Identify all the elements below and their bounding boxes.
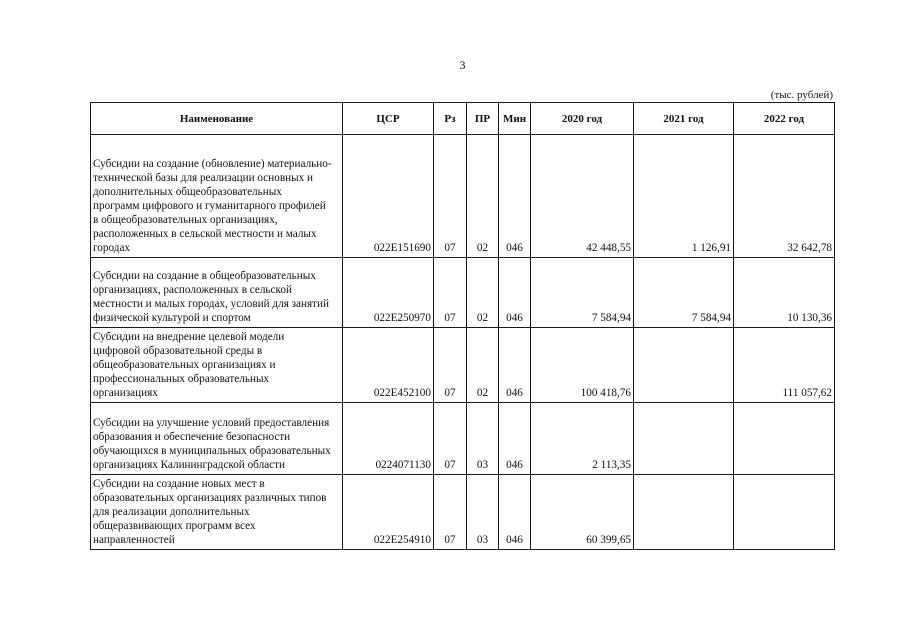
rz-code: 07 [434, 403, 467, 475]
subsidy-name [91, 258, 343, 328]
amount-2021: 1 126,91 [634, 135, 734, 258]
header-2021: 2021 год [634, 103, 734, 135]
header-row [91, 103, 835, 135]
name-line: Субсидии на создание в общеобразовательных [93, 270, 316, 282]
min-code: 046 [499, 258, 531, 328]
name-line: профессиональных образовательных [93, 373, 270, 385]
header-rz: Рз [434, 103, 467, 135]
pr-code: 02 [467, 135, 499, 258]
subsidy-name [91, 403, 343, 475]
amount-2020: 7 584,94 [531, 258, 634, 328]
name-line: местности и малых городах, условий для занятий [93, 298, 330, 310]
rz-code: 07 [434, 328, 467, 403]
pr-code: 02 [467, 328, 499, 403]
amount-2021 [634, 403, 734, 475]
amount-2022 [734, 403, 835, 475]
amount-2022: 32 642,78 [734, 135, 835, 258]
pr-code: 03 [467, 475, 499, 550]
amount-2021 [634, 328, 734, 403]
name-line: цифровой образовательной среды в [93, 345, 263, 357]
table-row [91, 475, 835, 550]
header-pr: ПР [467, 103, 499, 135]
csr-code: 022E151690 [343, 135, 434, 258]
name-line: расположенных в сельской местности и малых [93, 228, 317, 240]
min-code: 046 [499, 403, 531, 475]
subsidy-name [91, 328, 343, 403]
amount-2022: 111 057,62 [734, 328, 835, 403]
table-row [91, 328, 835, 403]
header-name: Наименование [91, 103, 343, 135]
name-line: организациях [93, 387, 158, 399]
name-line: дополнительных общеобразовательных [93, 186, 282, 198]
amount-2022: 10 130,36 [734, 258, 835, 328]
page-number: 3 [459, 58, 466, 72]
name-line: образовательных организациях различных типов [93, 492, 327, 504]
pr-code: 03 [467, 403, 499, 475]
name-line: в общеобразовательных организациях, [93, 214, 278, 226]
name-line: общеобразовательных организациях и [93, 359, 276, 371]
name-line: организациях, расположенных в сельской [93, 284, 292, 296]
name-line: Субсидии на улучшение условий предоставления [93, 417, 330, 429]
header-2022: 2022 год [734, 103, 835, 135]
name-line: обучающихся в муниципальных образовательных [93, 445, 331, 457]
min-code: 046 [499, 475, 531, 550]
name-line: Субсидии на создание новых мест в [93, 478, 265, 490]
subsidy-name [91, 475, 343, 550]
min-code: 046 [499, 135, 531, 258]
amount-2022 [734, 475, 835, 550]
amount-2020: 2 113,35 [531, 403, 634, 475]
amount-2020: 42 448,55 [531, 135, 634, 258]
rz-code: 07 [434, 135, 467, 258]
csr-code: 0224071130 [343, 403, 434, 475]
header-min: Мин [499, 103, 531, 135]
budget-table [90, 102, 835, 550]
name-line: технической базы для реализации основных и [93, 172, 314, 184]
table-row [91, 135, 835, 258]
name-line: образования и обеспечение безопасности [93, 431, 291, 443]
amount-2020: 100 418,76 [531, 328, 634, 403]
name-line: Субсидии на создание (обновление) материально- [93, 158, 332, 170]
amount-2021 [634, 475, 734, 550]
name-line: программ цифрового и гуманитарного профилей [93, 200, 326, 212]
rz-code: 07 [434, 475, 467, 550]
name-line: для реализации дополнительных [93, 506, 250, 518]
name-line: физической культурой и спортом [93, 312, 251, 324]
table-row [91, 258, 835, 328]
header-csr: ЦСР [343, 103, 434, 135]
pr-code: 02 [467, 258, 499, 328]
table-row [91, 403, 835, 475]
subsidy-name [91, 135, 343, 258]
name-line: организациях Калининградской области [93, 459, 285, 471]
amount-2020: 60 399,65 [531, 475, 634, 550]
name-line: Субсидии на внедрение целевой модели [93, 331, 285, 343]
name-line: направленностей [93, 534, 175, 546]
csr-code: 022E452100 [343, 328, 434, 403]
name-line: общеразвивающих программ всех [93, 520, 256, 532]
csr-code: 022E250970 [343, 258, 434, 328]
units-note: (тыс. рублей) [770, 89, 833, 101]
name-line: городах [93, 242, 131, 254]
csr-code: 022E254910 [343, 475, 434, 550]
min-code: 046 [499, 328, 531, 403]
amount-2021: 7 584,94 [634, 258, 734, 328]
rz-code: 07 [434, 258, 467, 328]
header-2020: 2020 год [531, 103, 634, 135]
